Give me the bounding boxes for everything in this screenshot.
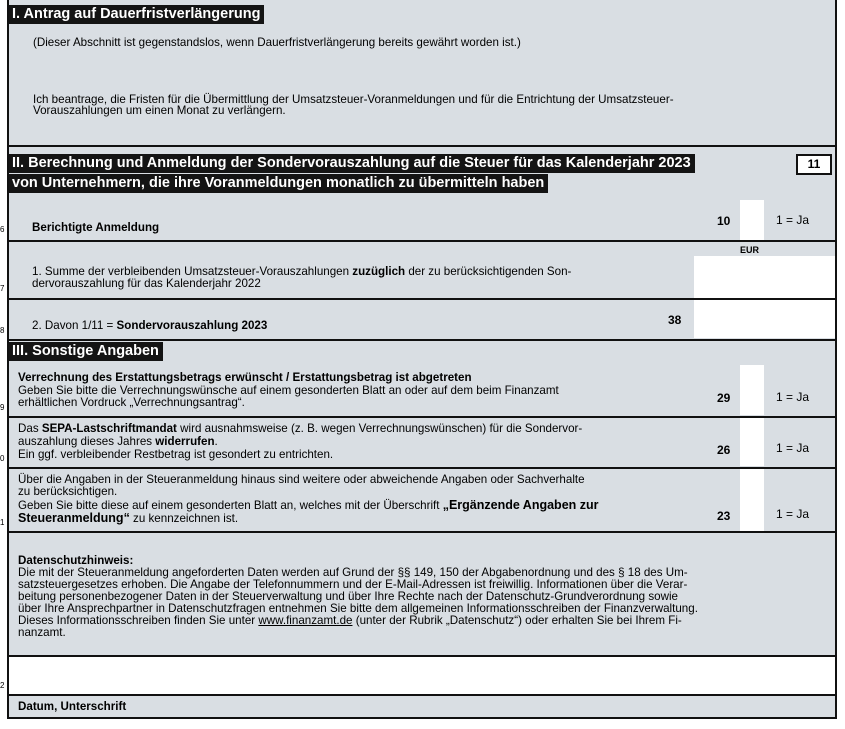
ergaenzend-l4-post: zu kennzeichnen ist.: [129, 512, 239, 525]
sepa-l2-bold: widerrufen: [155, 435, 215, 448]
datenschutz-title: Datenschutzhinweis:: [18, 554, 134, 567]
ergaenzend-l3-pre: Geben Sie bitte diese auf einem gesonderten Blatt an, welches mit der Überschrift: [18, 499, 443, 512]
ergaenzend-l3-bold: „Ergänzende Angaben zur: [442, 498, 599, 512]
checkbox-field-10[interactable]: [740, 200, 764, 240]
form-bottom-border: [7, 717, 837, 719]
sepa-l2-post: .: [214, 435, 218, 448]
datenschutz-line3: beitung personenbezogener Daten in der Steuerverwaltung und über Ihre Rechte nach der Datenschutz-Grundverordnung sowie: [18, 590, 678, 603]
summe-line1-bold: zuzüglich: [352, 265, 406, 278]
ergaenzend-line1: Über die Angaben in der Steueranmeldung hinaus sind weitere oder abweichende Angaben oder Sachverhalte: [18, 473, 585, 486]
field-code-26: 26: [717, 443, 731, 457]
row-number: 0: [0, 454, 5, 463]
datenschutz-line2: satzsteuergesetzes erhoben. Die Angabe der Telefonnummern und der E-Mail-Adressen ist freiwillig. Informationen über die Verar-: [18, 578, 688, 591]
divider-datenschutz: [7, 531, 837, 533]
row-number: 2: [0, 681, 5, 690]
datenschutz-l5-pre: Dieses Informationsschreiben finden Sie unter: [18, 614, 259, 627]
datenschutz-line6: nanzamt.: [18, 626, 66, 639]
amount-field-38[interactable]: [694, 300, 835, 338]
datenschutz-line1: Die mit der Steueranmeldung angeforderten Daten werden auf Grund der §§ 149, 150 der Abgabenordnung und des § 18 des Um-: [18, 566, 688, 579]
summe-line2: dervorauszahlung für das Kalenderjahr 2022: [32, 277, 261, 290]
form-right-border: [835, 0, 837, 719]
option-ja: 1 = Ja: [776, 213, 810, 227]
eur-label: EUR: [740, 245, 760, 255]
section2-code-box: 11: [796, 154, 832, 175]
summe-line1-pre: 1. Summe der verbleibenden Umsatzsteuer-Vorauszahlungen: [32, 265, 353, 278]
divider-section3: [7, 339, 837, 341]
sepa-line2: [18, 436, 218, 448]
checkbox-field-23[interactable]: [740, 469, 764, 531]
row-number: 7: [0, 284, 5, 293]
ergaenzend-line2: zu berücksichtigen.: [18, 485, 118, 498]
amount-field-summe[interactable]: [694, 256, 835, 299]
section2-title-line1: II. Berechnung und Anmeldung der Sondervorauszahlung auf die Steuer für das Kalenderjahr 2023: [9, 154, 695, 173]
row-number: 6: [0, 225, 5, 234]
davon-bold: Sondervorauszahlung 2023: [116, 319, 268, 332]
checkbox-field-26[interactable]: [740, 418, 764, 466]
signature-label: Datum, Unterschrift: [18, 700, 127, 713]
verrechnung-title: Verrechnung des Erstattungsbetrags erwünscht / Erstattungsbetrag ist abgetreten: [18, 371, 472, 384]
verrechnung-line3: erhältlichen Vordruck „Verrechnungsantrag“.: [18, 396, 245, 409]
sepa-l1-pre: Das: [18, 422, 42, 435]
section3-title: III. Sonstige Angaben: [9, 342, 163, 361]
section1-title: I. Antrag auf Dauerfristverlängerung: [9, 5, 264, 24]
field-code-29: 29: [717, 391, 731, 405]
divider-row11: [7, 467, 837, 469]
sepa-l2-pre: auszahlung dieses Jahres: [18, 435, 156, 448]
ergaenzend-line4: [18, 512, 238, 525]
sepa-l1-post: wird ausnahmsweise (z. B. wegen Verrechnungswünschen) für die Sondervor-: [176, 422, 583, 435]
finanzamt-link[interactable]: www.finanzamt.de: [258, 614, 353, 627]
divider-row7: [7, 240, 837, 242]
datenschutz-line5: [18, 615, 682, 627]
section1-note: (Dieser Abschnitt ist gegenstandslos, wenn Dauerfristverlängerung bereits gewährt worden ist.): [33, 36, 521, 49]
divider-row10: [7, 416, 837, 418]
row-number: 9: [0, 403, 5, 412]
checkbox-field-29[interactable]: [740, 365, 764, 415]
option-ja: 1 = Ja: [776, 507, 810, 521]
divider-signature-label: [7, 694, 837, 696]
option-ja: 1 = Ja: [776, 390, 810, 404]
summe-line1-post: der zu berücksichtigenden Son-: [405, 265, 572, 278]
field-code-23: 23: [717, 509, 731, 523]
section2-title-line2: von Unternehmern, die ihre Voranmeldungen monatlich zu übermitteln haben: [9, 174, 548, 193]
davon-line: [32, 320, 267, 332]
sepa-line1: [18, 423, 582, 435]
option-ja: 1 = Ja: [776, 441, 810, 455]
davon-pre: 2. Davon 1/11 =: [32, 319, 117, 332]
ergaenzend-l4-bold: Steueranmeldung“: [18, 511, 130, 525]
section1-request-line1: Ich beantrage, die Fristen für die Übermittlung der Umsatzsteuer-Voranmeldungen und für die Entrichtung der Umsatzsteuer-: [33, 93, 674, 106]
verrechnung-line2: Geben Sie bitte die Verrechnungswünsche auf einem gesonderten Blatt an oder auf dem beim Finanzamt: [18, 384, 559, 397]
divider-section2: [7, 145, 837, 147]
section1-request-line2: Vorauszahlungen um einen Monat zu verlängern.: [33, 104, 286, 117]
berichtigte-anmeldung-label: Berichtigte Anmeldung: [32, 221, 160, 234]
field-code-38: 38: [668, 313, 682, 327]
row-number: 1: [0, 518, 5, 527]
datenschutz-l5-post: (unter der Rubrik „Datenschutz“) oder erhalten Sie bei Ihrem Fi-: [352, 614, 682, 627]
field-code-10: 10: [717, 214, 731, 228]
sepa-line3: Ein ggf. verbleibender Restbetrag ist gesondert zu entrichten.: [18, 448, 334, 461]
row-number: 8: [0, 326, 5, 335]
sepa-l1-bold: SEPA-Lastschriftmandat: [41, 422, 177, 435]
signature-field[interactable]: [9, 657, 835, 694]
datenschutz-line4: über Ihre Ansprechpartner in Datenschutzfragen entnehmen Sie bitte dem allgemeinen Informationsschreiben der Finanzverwaltung.: [18, 602, 698, 615]
